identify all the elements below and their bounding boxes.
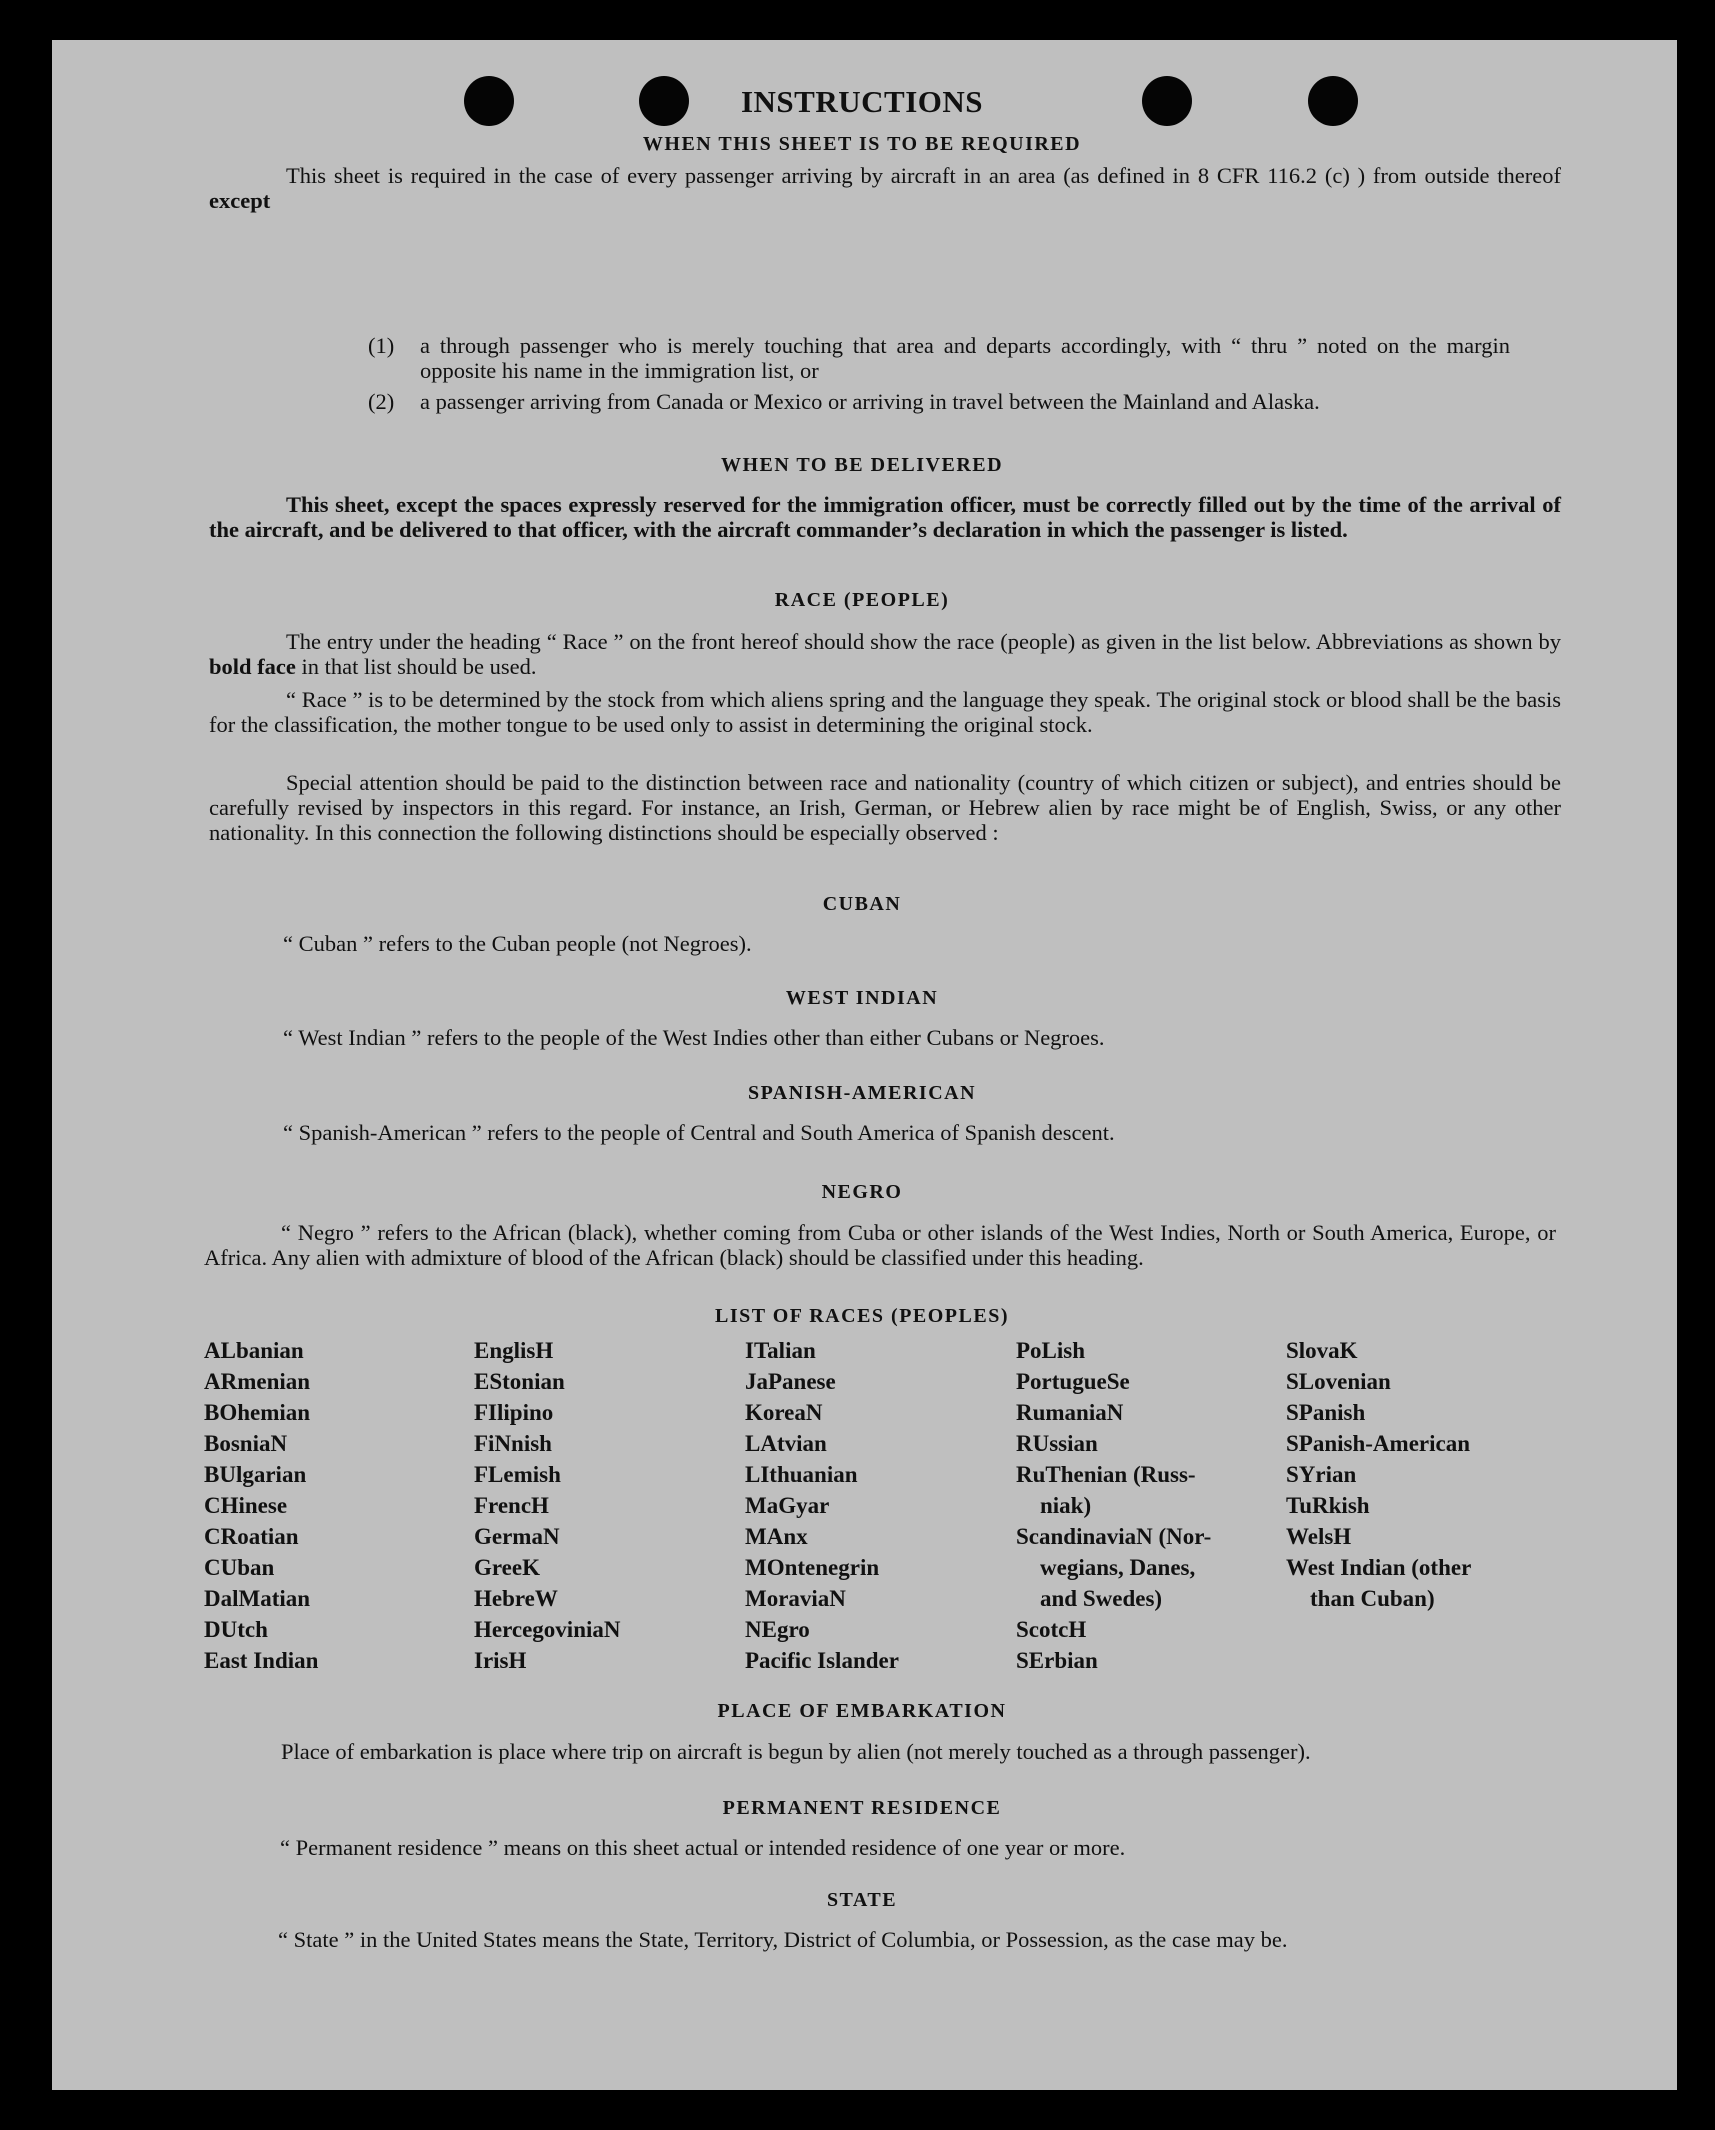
race-item: SPanish <box>1286 1400 1366 1425</box>
item-number: (1) <box>368 333 395 358</box>
race-item: EStonian <box>474 1369 565 1394</box>
section-heading-delivered: WHEN TO BE DELIVERED <box>720 454 1004 476</box>
section-heading-residence: PERMANENT RESIDENCE <box>722 1797 1002 1819</box>
state-text: “ State ” in the United States means the State, Territory, District of Columbia, or Possession, as the case may be. <box>278 1927 1288 1952</box>
section-heading-negro: NEGRO <box>821 1181 903 1203</box>
race-item: JaPanese <box>745 1369 836 1394</box>
section-heading-list-of-races: LIST OF RACES (PEOPLES) <box>714 1305 1009 1327</box>
race-item: CHinese <box>204 1493 288 1518</box>
race-p1-text: The entry under the heading “ Race ” on the front hereof should show the race (people) as given in the list below. Abbreviations as shown by <box>286 629 1561 654</box>
race-item: TuRkish <box>1286 1493 1370 1518</box>
race-item: CUban <box>204 1555 275 1580</box>
required-intro <box>209 163 1561 213</box>
race-item: KoreaN <box>745 1400 823 1425</box>
race-item: PortugueSe <box>1016 1369 1130 1394</box>
race-item: ALbanian <box>204 1338 304 1363</box>
race-item: SPanish-American <box>1286 1431 1470 1456</box>
section-heading-state: STATE <box>826 1889 898 1911</box>
race-item: DUtch <box>204 1617 268 1642</box>
race-item: MoraviaN <box>745 1586 846 1611</box>
race-item: MOntenegrin <box>745 1555 880 1580</box>
race-item: ITalian <box>745 1338 816 1363</box>
section-heading-embarkation: PLACE OF EMBARKATION <box>717 1700 1007 1722</box>
race-item: HercegoviniaN <box>474 1617 621 1642</box>
race-list-column-2 <box>474 1335 621 1676</box>
race-item: FIlipino <box>474 1400 554 1425</box>
race-item: HebreW <box>474 1586 558 1611</box>
delivered-text: This sheet, except the spaces expressly reserved for the immigration officer, must be correctly filled out by the time of the arrival of the aircraft, and be delivered to that officer, with the aircraft commander’s declaration in which the passenger is listed. <box>209 492 1561 542</box>
section-heading-race: RACE (PEOPLE) <box>774 589 950 611</box>
item-text: a through passenger who is merely touching that area and departs accordingly, with “ thru ” noted on the margin opposite his name in the immigration list, or <box>420 333 1510 383</box>
race-item: PoLish <box>1016 1338 1086 1363</box>
section-heading-required: WHEN THIS SHEET IS TO BE REQUIRED <box>642 133 1082 155</box>
required-intro-except: except <box>209 188 271 213</box>
race-item: than Cuban) <box>1310 1586 1435 1611</box>
race-item: WelsH <box>1286 1524 1352 1549</box>
race-item: SLovenian <box>1286 1369 1391 1394</box>
race-item: LIthuanian <box>745 1462 858 1487</box>
cuban-text: “ Cuban ” refers to the Cuban people (not Negroes). <box>283 931 752 956</box>
page-title: INSTRUCTIONS <box>740 84 983 119</box>
race-p1-bold: bold face <box>209 654 296 679</box>
race-item: West Indian (other <box>1286 1555 1472 1580</box>
race-item: FLemish <box>474 1462 561 1487</box>
race-paragraph-3: Special attention should be paid to the distinction between race and nationality (country of which citizen or subject), and entries should be carefully revised by inspectors in this regard. For instance, an Irish, German, or Hebrew alien by race might be of English, Swiss, or any other nationality. In this connection the following distinctions should be especially observed : <box>209 770 1561 845</box>
race-item: RuThenian (Russ- <box>1016 1462 1196 1487</box>
negro-text: “ Negro ” refers to the African (black), whether coming from Cuba or other islands of the West Indies, North or South America, Europe, or Africa. Any alien with admixture of blood of the African (black) should be classified under this heading. <box>204 1220 1556 1270</box>
race-item: SlovaK <box>1286 1338 1358 1363</box>
residence-text: “ Permanent residence ” means on this sheet actual or intended residence of one year or more. <box>280 1835 1126 1860</box>
race-item: SErbian <box>1016 1648 1098 1673</box>
race-paragraph-2: “ Race ” is to be determined by the stock from which aliens spring and the language they speak. The original stock or blood shall be the basis for the classification, the mother tongue to be used only to assist in determining the original stock. <box>209 687 1561 737</box>
race-item: ScandinaviaN (Nor- <box>1016 1524 1212 1549</box>
race-item: ARmenian <box>204 1369 311 1394</box>
race-item: EnglisH <box>474 1338 554 1363</box>
section-heading-west-indian: WEST INDIAN <box>785 987 939 1009</box>
race-item: BUlgarian <box>204 1462 307 1487</box>
race-item: and Swedes) <box>1040 1586 1163 1611</box>
section-heading-spanish-american: SPANISH-AMERICAN <box>747 1082 977 1104</box>
race-p1-text-end: in that list should be used. <box>301 654 537 679</box>
race-item: GreeK <box>474 1555 540 1580</box>
race-list-column-1 <box>204 1335 318 1676</box>
embarkation-text: Place of embarkation is place where trip on aircraft is begun by alien (not merely touched as a through passenger). <box>281 1739 1311 1764</box>
west-indian-text: “ West Indian ” refers to the people of the West Indies other than either Cubans or Negroes. <box>283 1025 1105 1050</box>
race-item: SYrian <box>1286 1462 1357 1487</box>
race-item: BosniaN <box>204 1431 288 1456</box>
race-item: NEgro <box>745 1617 810 1642</box>
race-item: ScotcH <box>1016 1617 1087 1642</box>
race-item: wegians, Danes, <box>1040 1555 1196 1580</box>
race-item: RUssian <box>1016 1431 1098 1456</box>
race-item: GermaN <box>474 1524 560 1549</box>
spanish-american-text: “ Spanish-American ” refers to the people of Central and South America of Spanish descent. <box>283 1120 1115 1145</box>
race-item: East Indian <box>204 1648 319 1673</box>
document-sheet <box>52 40 1677 2090</box>
race-item: FrencH <box>474 1493 549 1518</box>
race-list-column-3 <box>745 1335 899 1676</box>
race-item: RumaniaN <box>1016 1400 1124 1425</box>
race-list-column-5 <box>1286 1335 1471 1614</box>
required-intro-text: This sheet is required in the case of every passenger arriving by aircraft in an area (as defined in 8 CFR 116.2 (c) ) from outside thereof <box>286 163 1561 188</box>
race-item: niak) <box>1040 1493 1092 1518</box>
race-list-column-4 <box>1016 1335 1211 1676</box>
race-item: DalMatian <box>204 1586 311 1611</box>
race-item: CRoatian <box>204 1524 299 1549</box>
race-item: MAnx <box>745 1524 808 1549</box>
race-item: BOhemian <box>204 1400 311 1425</box>
item-number: (2) <box>368 389 395 414</box>
section-heading-cuban: CUBAN <box>822 893 902 915</box>
item-text: a passenger arriving from Canada or Mexico or arriving in travel between the Mainland and Alaska. <box>420 389 1320 414</box>
race-item: MaGyar <box>745 1493 830 1518</box>
race-item: FiNnish <box>474 1431 552 1456</box>
race-item: IrisH <box>474 1648 527 1673</box>
race-paragraph-1 <box>209 629 1561 679</box>
race-item: LAtvian <box>745 1431 827 1456</box>
race-item: Pacific Islander <box>745 1648 899 1673</box>
